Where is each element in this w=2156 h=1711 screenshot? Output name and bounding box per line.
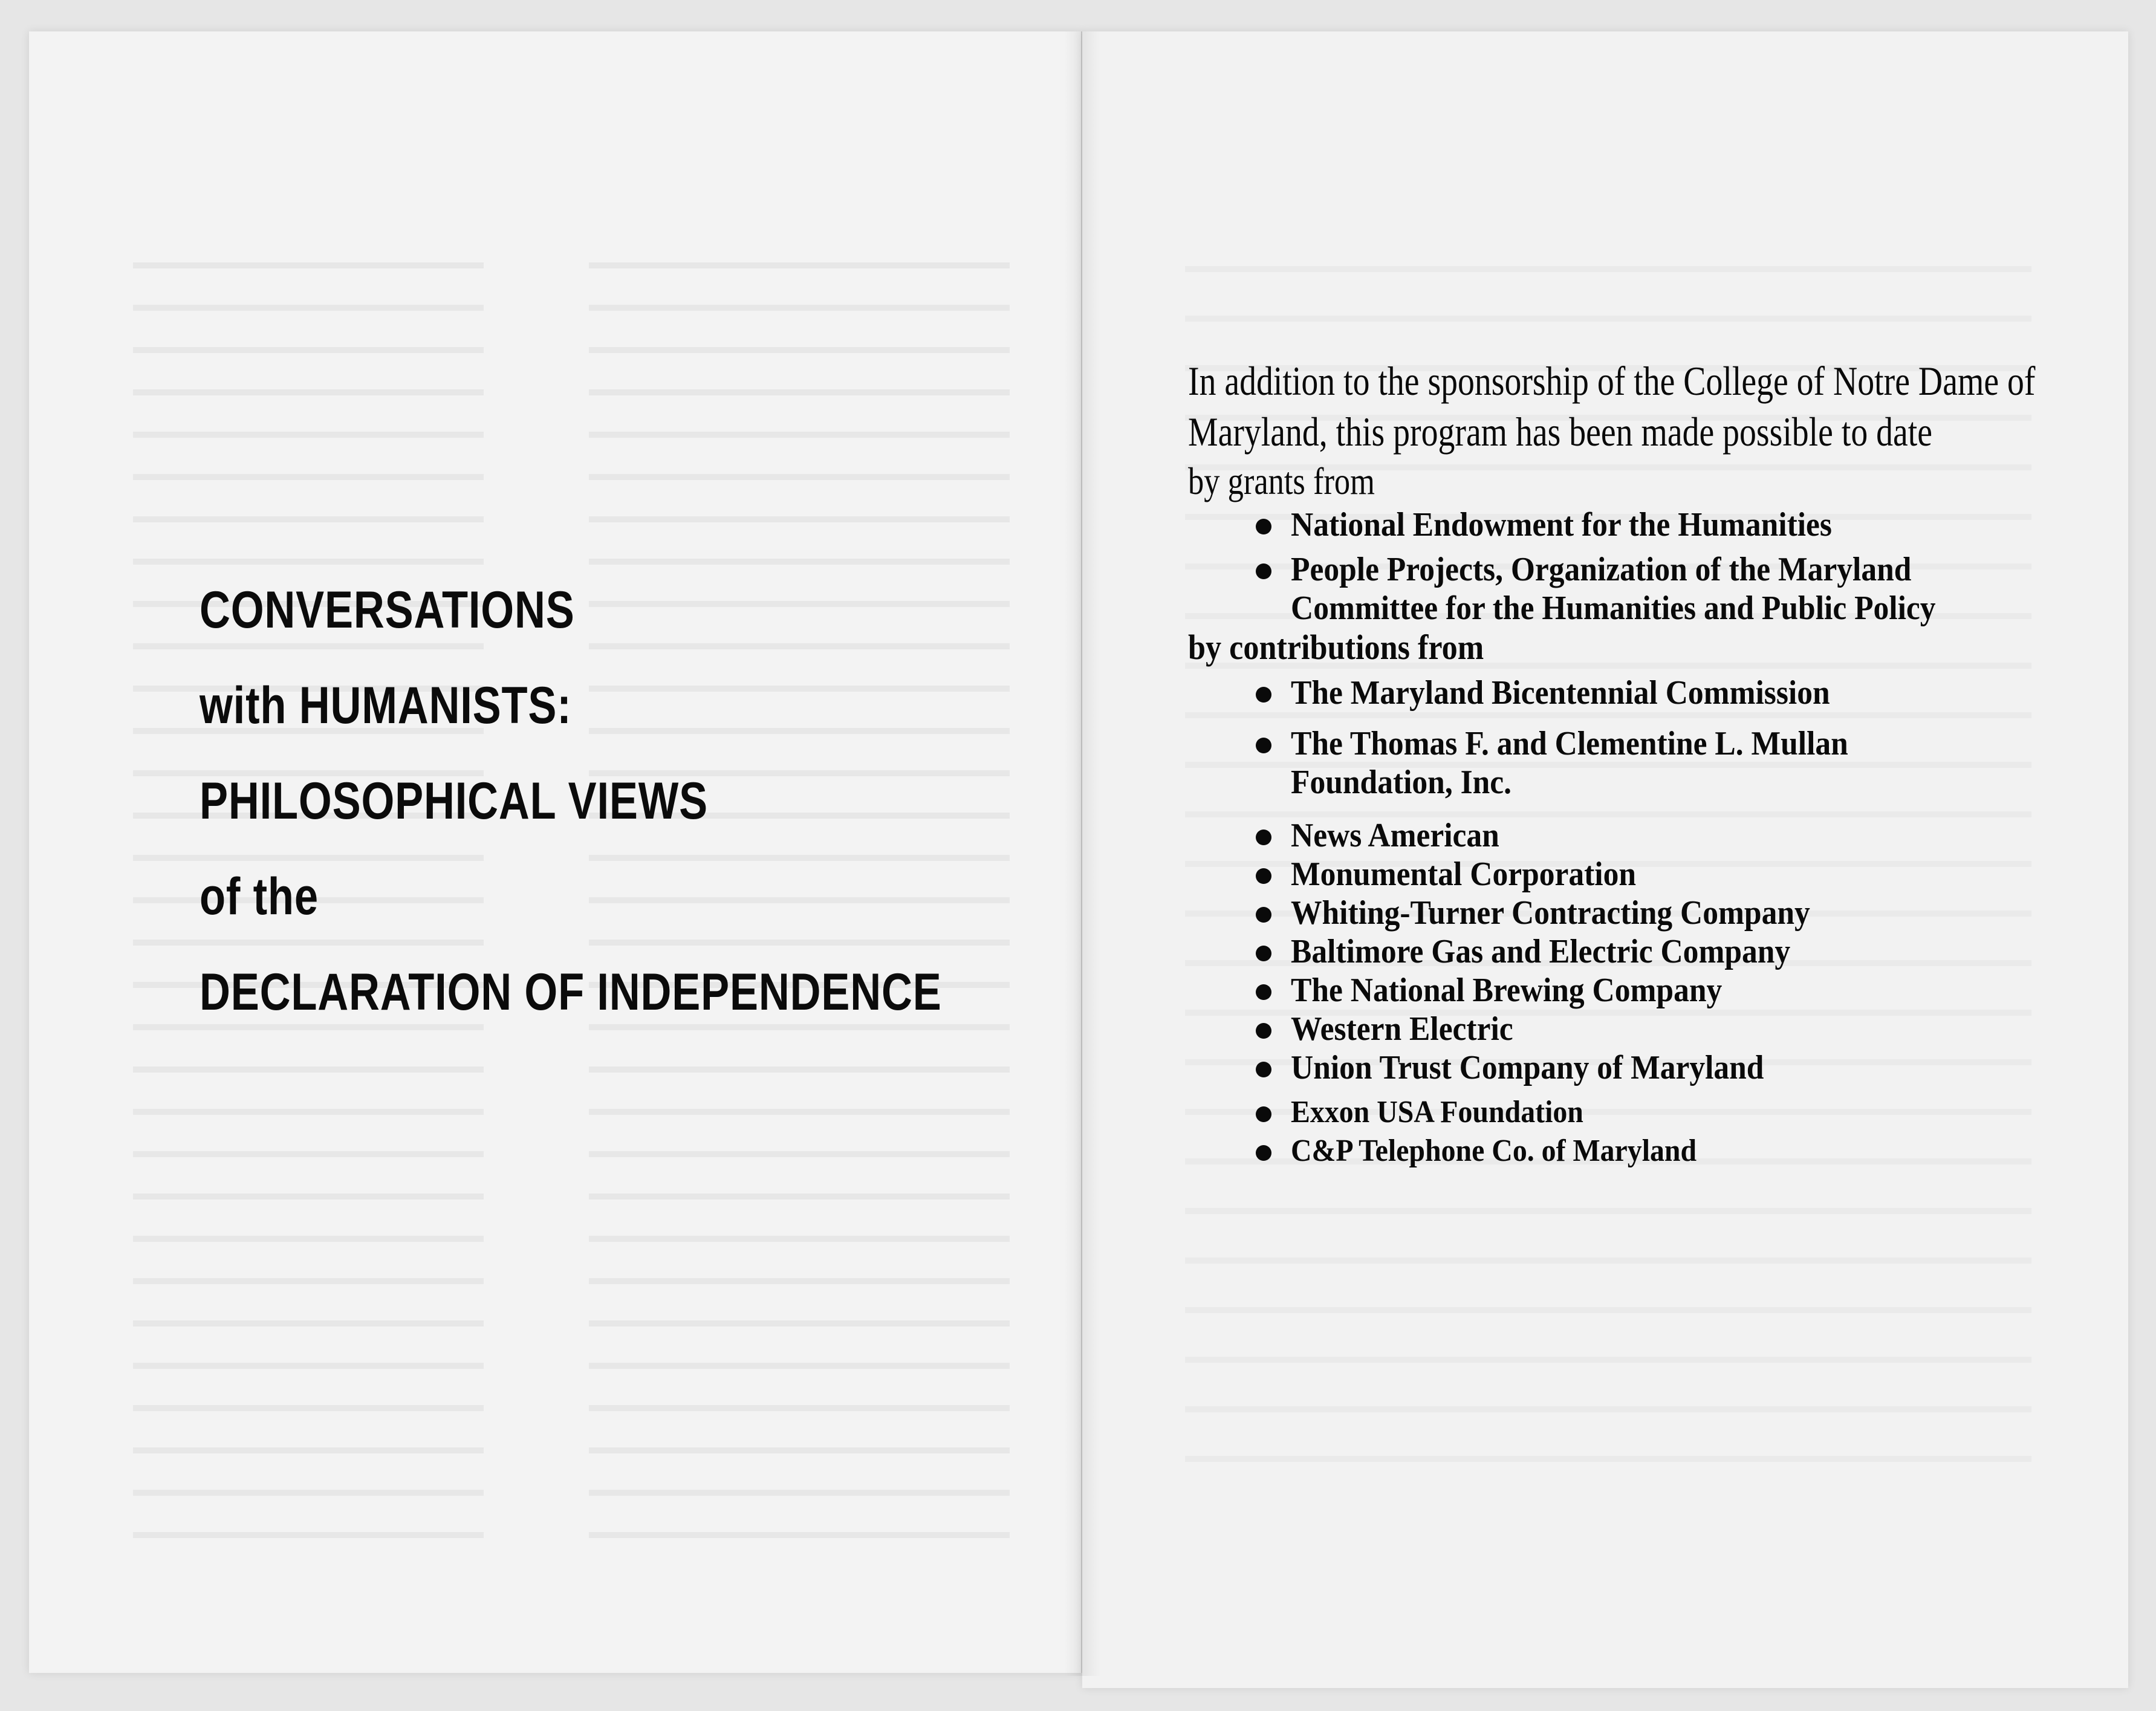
contributor-name: Union Trust Company of Maryland: [1291, 1049, 1764, 1086]
list-item: [1291, 1093, 2077, 1132]
grants-list: [1188, 505, 2077, 628]
bullet-icon: [1256, 687, 1271, 703]
title-line-5: DECLARATION OF INDEPENDENCE: [200, 963, 942, 1021]
list-item: [1291, 816, 2077, 855]
bullet-icon: [1256, 738, 1271, 753]
contributions-lead: by contributions from: [1188, 628, 1484, 667]
contributor-name: Whiting-Turner Contracting Company: [1291, 894, 1810, 932]
list-item: [1291, 724, 2077, 802]
grant-name: National Endowment for the Humanities: [1291, 506, 1832, 544]
title-line-1: CONVERSATIONS: [200, 581, 575, 639]
title-line-4: of the: [200, 868, 319, 926]
title-line-2: with HUMANISTS:: [200, 677, 572, 735]
bullet-icon: [1256, 1023, 1271, 1039]
contributor-name: Baltimore Gas and Electric Company: [1291, 933, 1791, 970]
contributor-name: C&P Telephone Co. of Maryland: [1291, 1134, 1697, 1168]
bullet-icon: [1256, 519, 1271, 534]
bullet-icon: [1256, 907, 1271, 923]
grants-lead: by grants from: [1188, 459, 1375, 502]
grant-name: People Projects, Organization of the Maryland Committee for the Humanities and Public Policy: [1291, 551, 1936, 627]
list-item: [1291, 550, 1992, 628]
bullet-icon: [1256, 1106, 1271, 1122]
list-item: [1291, 1010, 2077, 1048]
contributor-name: The National Brewing Company: [1291, 972, 1723, 1009]
bullet-icon: [1256, 1062, 1271, 1077]
contributor-name: Western Electric: [1291, 1010, 1513, 1048]
list-item: [1291, 855, 2077, 894]
sponsorship-section: [1188, 356, 2077, 1170]
list-item: [1291, 971, 2077, 1010]
list-item: [1291, 674, 2077, 712]
bullet-icon: [1256, 830, 1271, 845]
list-item: [1291, 1048, 2077, 1087]
contributor-name: The Thomas F. and Clementine L. Mullan Foundation, Inc.: [1291, 725, 1848, 801]
contributions-list: [1188, 674, 2077, 1170]
contributor-name: The Maryland Bicentennial Commission: [1291, 674, 1830, 712]
bullet-icon: [1256, 984, 1271, 1000]
contributor-name: Exxon USA Foundation: [1291, 1095, 1583, 1129]
bullet-icon: [1256, 946, 1271, 961]
bullet-icon: [1256, 868, 1271, 884]
list-item: [1291, 505, 2077, 544]
list-item: [1291, 932, 2077, 971]
title-line-3: PHILOSOPHICAL VIEWS: [200, 772, 709, 830]
bullet-icon: [1256, 563, 1271, 579]
list-item: [1291, 1132, 2077, 1170]
brochure-title: [200, 562, 1016, 1040]
contributor-name: Monumental Corporation: [1291, 856, 1637, 893]
sponsorship-intro: In addition to the sponsorship of the College of Notre Dame of Maryland, this program has been made possible to date: [1188, 358, 2036, 455]
list-item: [1291, 894, 2077, 932]
contributor-name: News American: [1291, 817, 1499, 854]
bullet-icon: [1256, 1145, 1271, 1161]
